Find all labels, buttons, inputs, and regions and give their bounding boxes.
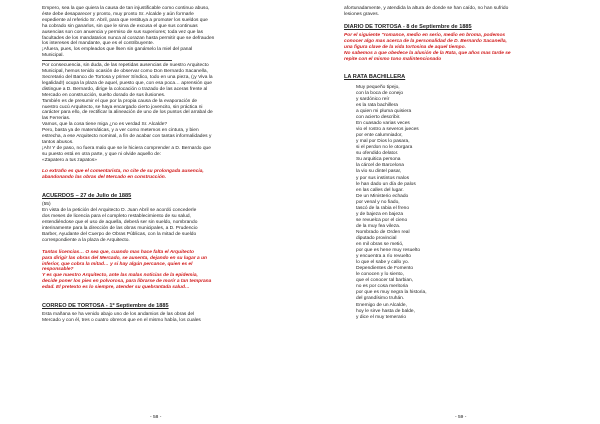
text-line: y mal por Dios lo pasara, [356,139,410,145]
text-line: Esta mañana se ha venido abajo uno de los andamios de las obras del [42,312,195,318]
text-line: Por el siguiente "romance, medio en serio, medio en broma, podemos [344,33,506,39]
text-line: Muy pequeño tipejo, [356,84,400,90]
text-line: por venal y no fiado, [356,199,400,205]
text-line: del grandísimo truhán. [356,296,405,302]
text-line: Lo extraño es que el comentarista, no cite de su prolongada ausencia, [42,169,204,175]
text-line: Barber, Ayudante del Cuerpo de Obras Públicas, con la mitad de sueldo [42,231,197,237]
text-line: ausencias son con anuencia y permiso de sus superiores; toda vez que las [42,29,204,35]
text-line: que el conocer tal barbian, [356,278,414,284]
text-line: su puesto está en otra parte, y que ni olvide aquello de: [42,151,162,157]
text-line: lo que el sabe y callo yo. [356,260,410,266]
text-line: si el perdon no le otorgara [356,145,413,151]
text-line: Municipal. [42,53,64,59]
text-line: es la rata bachillera [356,102,399,108]
text-line: correspondiente a la plaza de Arquitecto. [42,237,130,243]
divider-line [42,60,172,61]
text-line: dos meses de licencia para el completo restablecimiento de su salud, [42,214,191,220]
text-line: en mil obras se metió, [356,242,404,248]
text-line: responsable? [42,267,74,273]
text-line: Dependientes de Fomento [356,266,414,272]
text-line: vio el rostro a severos jueces [356,127,419,133]
text-line: distingue a D. Bernardo, dirige la colocación o trazado de las aceras frente al [42,86,208,92]
text-line: ¡Ah! Y de paso, no fuera malo que se le hiciera comprender a D. Bernardo que [42,145,211,151]
text-line: y encuentra a río revuelto [356,254,411,260]
text-line: (55) [42,202,51,208]
text-line: las Ferrerias. [42,116,71,122]
left-comment-2 [42,250,290,291]
right-paragraph-1 [344,6,586,18]
text-line: por ente calumniador, [356,133,403,139]
text-line: tantos abusos. [42,139,74,145]
left-page-number: - 58 - [150,415,162,421]
left-paragraph-3 [42,202,290,243]
text-line: le conocen y lo siento, [356,272,404,278]
right-heading-diario: DIARIO DE TORTOSA - 8 de Septiembre de 1885 [344,23,472,30]
text-line: a quien mi pluma quisiera [356,109,412,115]
text-line: los intereses del mandante, que es el contribuyente. [42,41,155,47]
text-line: con acierto describir. [356,115,401,121]
text-line: lesiones graves. [344,11,380,17]
text-line: Mercado y con él, tres o cuatro obreros que en el mismo había, los cuales [42,318,201,324]
text-line: ha cobrado sin ganarlos, sin que le sirva de excusa el que sus continuas [42,23,198,29]
text-line: Pero, basta ya de matemáticas, y a ver como metemos en cintura, y bien [42,128,199,134]
text-line: para dirigir las obras del Mercado, se ausenta, dejando en su lugar a un [42,255,208,261]
text-line: la cárcel de Barcelona [356,163,404,169]
text-line: repite con el mismo tono malintencionado [344,56,442,62]
text-line: conocer algo mas acerca de la personalidad de D. Bernardo Sacanella, [344,39,507,45]
text-line: y dice el muy temerario [356,314,407,320]
text-line: entendiéndose que el uso de aquella, deberá ser sin sueldo, nombrando [42,220,198,226]
text-line: interinamente para la dirección de las obras municipales, a D. Prudencio [42,226,198,232]
text-line: y de bajeza en bajeza [356,211,404,217]
text-line: De un Ministerio echado [356,193,409,199]
text-line: le han dado un día de palos [356,181,416,187]
text-line: En vista de la petición del Arquitecto D. Juan Abril se acordó concederle [42,208,197,214]
text-line: Mercado en construcción, suelto dorado de sus ilusiones. [42,92,166,98]
text-line: Tantas licencias… O sea que, cuando mas hace falta el Arquitecto [42,249,195,255]
text-line: con la boca de conejo [356,90,404,96]
text-line: por que es hene muy resuelto [356,248,421,254]
text-line: «Zapatero a tus zapatos» [42,157,97,163]
text-line: éste debe desaparecer y pronto, muy pronto Sr. Alcalde y aún formarle [42,11,194,17]
text-line: Vamos, que la cosa tiene miga ¿no es verdad Sr. Alcalde? [42,122,168,128]
left-paragraph-1 [42,6,290,59]
text-line: abandonando las obras del Mercado en construcción. [42,175,167,181]
poem-rata-bachillera [344,85,586,321]
text-line: Por consecuencia, sin duda, de las repetidas ausencias de nuestro Arquitecto [42,63,209,69]
right-comment-1 [344,33,586,63]
text-line: por que es muy negra la historia, [356,290,427,296]
text-line: nuestro cucú Arquitecto, se haya encargado cierto jovencito, sin práctica ni [42,104,203,110]
text-line: en las calles del lugar. [356,187,404,193]
text-line: diputado provincial [356,236,397,241]
text-line: expediente al referido Sr. Abril, para que restituya a promoter los sueldos que [42,17,208,23]
left-paragraph-2 [42,63,290,163]
text-line: una figura clave de la vida tortosina de aquel tiempo. [344,44,466,50]
text-line: edad. El pretexto es lo siempre, atender su quebrantada salud… [42,285,190,291]
text-line: Empero, sea la que quiera la causa de tan injustificable como continuo abuso, [42,6,210,11]
right-page-number: - 59 - [455,415,467,421]
left-comment-1 [42,169,290,181]
text-line: y sardónico reír [356,96,390,102]
right-heading-rata: LA RATA BACHILLERA [344,74,406,81]
text-line: la vio su dintel pasar, [356,169,402,175]
right-page [300,0,600,424]
text-line: su ofendido delator. [356,151,399,157]
text-line: facultades de los mandatarios nunca al corazan hasta permitir que se defrauden [42,35,215,41]
left-heading-correo: CORREO DE TORTOSA - 1º Septiembre de 1885 [42,302,169,309]
text-line: decide poner los pies en polvorosa, para librarse de morir a tan temprana [42,279,212,285]
text-line: no es por cosa meritoria [356,284,408,290]
text-line: También es de presumir el que por la propia causa de la evaporación de [42,98,198,104]
text-line: En cuasado varias veces [356,121,410,127]
text-line: Municipal, hemos tenido ocasión de observar como Don Bernardo Sacanella, [42,69,208,75]
text-line: hoy le sirve hasta de balde, [356,308,415,314]
text-line: Enemigo de un Alcalde, [356,302,407,308]
text-line: carácter para ello, de rectificar la alineación de uno de los puntos del arrabal de [42,110,213,116]
text-line: estrecha, a ese Arquitecto nominal, a fin de acabar con tantas informalidades y [42,134,212,140]
text-line: inferior, que cobra la mitad… y si hay algún percance, quien es el [42,261,193,267]
text-line: Nombrado de Orden real [356,229,410,235]
text-line: Su arquitica persona [356,157,401,163]
text-line: se revuelca por el cieno [356,217,408,223]
text-line: legalidad!) ocupa la plaza de aquel, puesto que, con esa poca… aprensión que [42,80,212,86]
text-line: No sabemos a que obedece la alusión de la Rata, que años mas tarde se [344,50,511,56]
left-heading-acuerdos: ACUERDOS – 27 de Julio de 1885 [42,193,132,200]
text-line: ¡Afuera, pues, los empleados que llsen sin ganárselo la miel del panal [42,47,193,53]
text-line: tascó de la rabia el freno [356,205,410,211]
text-line: Y es que nuestro Arquitecto, ante las malas noticias de la epidemia, [42,273,198,279]
text-line: de la muy fea vileza. [356,223,401,229]
text-line: afortunadamente, y atendida la altura de donde se han caído, no han sufrido [344,6,509,11]
left-paragraph-4 [42,312,290,324]
text-line: Secretario del Banco de Tortosa y primer Síndico, todo en una pieza, (¡y Viva la [42,74,213,80]
text-line: y por sus instintos malos [356,175,410,181]
